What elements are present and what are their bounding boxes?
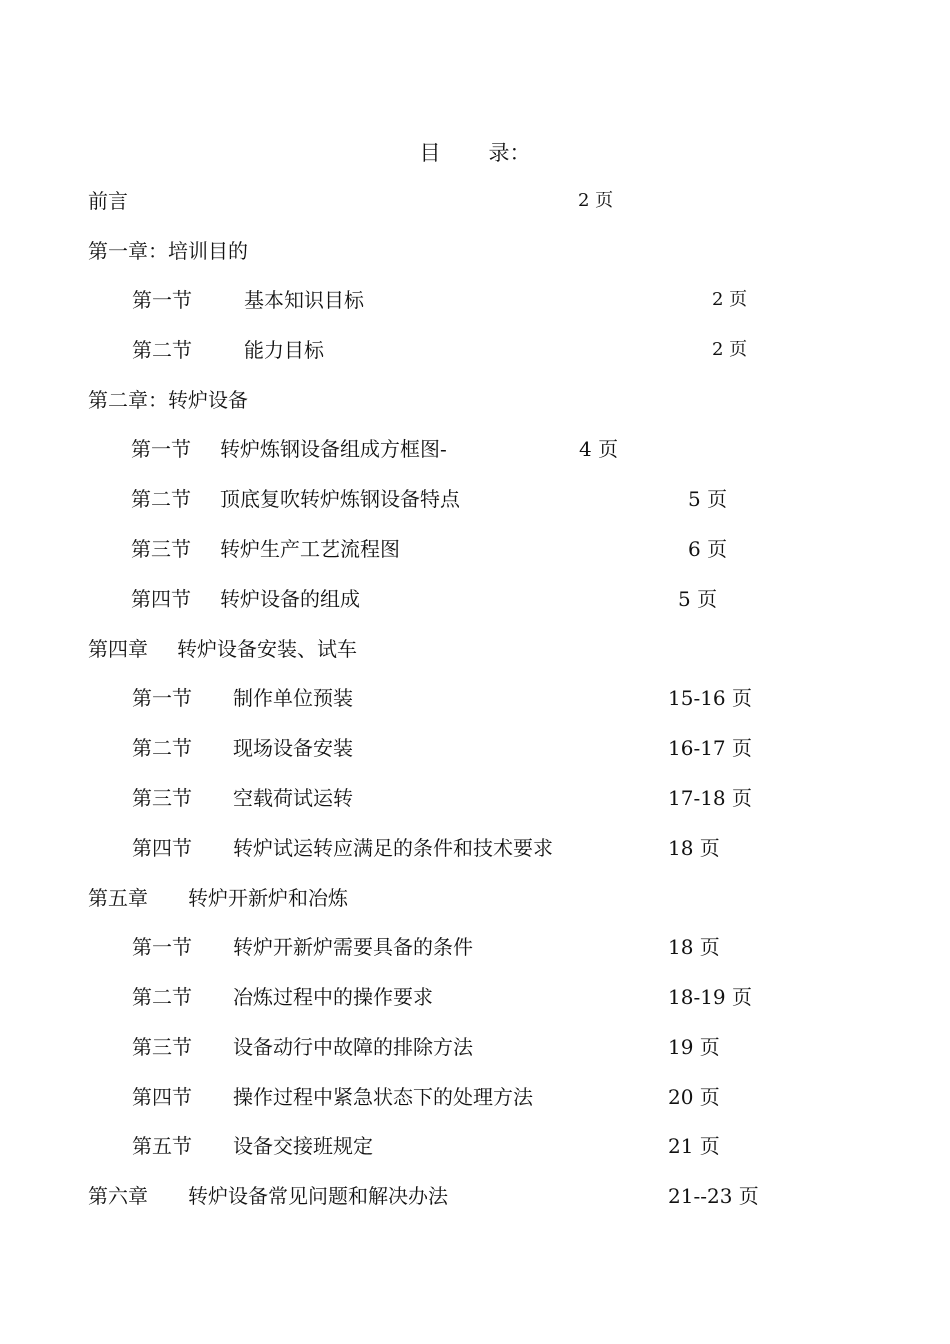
- chapter-title: 转炉设备常见问题和解决办法: [188, 1184, 448, 1208]
- section-number: 第一节: [132, 288, 192, 312]
- section-title: 顶底复吹转炉炼钢设备特点: [220, 487, 460, 511]
- section-page: 2 页: [712, 289, 748, 310]
- chapter-title: 转炉设备安装、试车: [177, 637, 357, 661]
- section-number: 第四节: [132, 836, 192, 860]
- section-page: 2 页: [712, 339, 748, 360]
- section-page: 19 页: [668, 1035, 720, 1059]
- chapter-title: 第二章：转炉设备: [88, 388, 248, 412]
- section-page: 16-17 页: [668, 736, 753, 760]
- toc-entry-ch1-s2: [0, 335, 950, 365]
- toc-entry-ch5-s3: [0, 1032, 950, 1062]
- section-page: 17-18 页: [668, 786, 753, 810]
- section-page: 18 页: [668, 935, 720, 959]
- toc-entry-ch5-s2: [0, 982, 950, 1012]
- section-title: 现场设备安装: [233, 736, 353, 760]
- toc-entry-ch5-s4: [0, 1082, 950, 1112]
- chapter-title: 转炉开新炉和冶炼: [188, 886, 348, 910]
- toc-title: [0, 137, 950, 167]
- section-title: 冶炼过程中的操作要求: [233, 985, 433, 1009]
- toc-entry-ch2-s2: [0, 484, 950, 514]
- section-number: 第二节: [132, 985, 192, 1009]
- section-number: 第五节: [132, 1134, 192, 1158]
- section-number: 第二节: [131, 487, 191, 511]
- toc-chapter-6: [0, 1181, 950, 1211]
- section-page: 18 页: [668, 836, 720, 860]
- entry-title: 前言: [88, 189, 128, 213]
- section-page: 21 页: [668, 1134, 720, 1158]
- section-number: 第二节: [132, 736, 192, 760]
- section-number: 第三节: [132, 1035, 192, 1059]
- toc-chapter-2: [0, 385, 950, 415]
- chapter-title: 第一章：培训目的: [88, 239, 248, 263]
- toc-entry-ch4-s1: [0, 683, 950, 713]
- section-title: 转炉设备的组成: [220, 587, 360, 611]
- toc-chapter-5: [0, 883, 950, 913]
- section-number: 第二节: [132, 338, 192, 362]
- section-title: 转炉生产工艺流程图: [220, 537, 400, 561]
- toc-chapter-4: [0, 634, 950, 664]
- entry-page: 2 页: [578, 190, 614, 211]
- chapter-number: 第六章: [88, 1184, 148, 1208]
- section-page: 4 页: [579, 437, 619, 461]
- toc-entry-preface: [0, 186, 950, 216]
- section-number: 第一节: [132, 686, 192, 710]
- chapter-page: 21--23 页: [668, 1184, 759, 1208]
- section-number: 第三节: [131, 537, 191, 561]
- toc-entry-ch4-s4: [0, 833, 950, 863]
- section-number: 第一节: [132, 935, 192, 959]
- toc-title-part1: 目: [419, 141, 441, 165]
- section-number: 第三节: [132, 786, 192, 810]
- toc-entry-ch2-s1: [0, 434, 950, 464]
- toc-entry-ch4-s2: [0, 733, 950, 763]
- toc-chapter-1: [0, 236, 950, 266]
- section-title: 制作单位预装: [233, 686, 353, 710]
- section-number: 第一节: [131, 437, 191, 461]
- chapter-number: 第四章: [88, 637, 148, 661]
- section-title: 空载荷试运转: [233, 786, 353, 810]
- section-title: 转炉试运转应满足的条件和技术要求: [233, 836, 553, 860]
- toc-title-part2: 录：: [488, 141, 531, 165]
- chapter-number: 第五章: [88, 886, 148, 910]
- toc-entry-ch2-s3: [0, 534, 950, 564]
- section-page: 18-19 页: [668, 985, 753, 1009]
- section-page: 5 页: [688, 487, 728, 511]
- section-page: 15-16 页: [668, 686, 753, 710]
- toc-entry-ch5-s5: [0, 1131, 950, 1161]
- toc-entry-ch1-s1: [0, 285, 950, 315]
- section-title: 操作过程中紧急状态下的处理方法: [233, 1085, 533, 1109]
- toc-entry-ch5-s1: [0, 932, 950, 962]
- toc-entry-ch2-s4: [0, 584, 950, 614]
- section-title: 设备交接班规定: [233, 1134, 373, 1158]
- section-page: 20 页: [668, 1085, 720, 1109]
- section-page: 6 页: [688, 537, 728, 561]
- section-number: 第四节: [132, 1085, 192, 1109]
- section-title: 转炉开新炉需要具备的条件: [233, 935, 473, 959]
- section-title: 基本知识目标: [244, 288, 364, 312]
- section-title: 转炉炼钢设备组成方框图-: [220, 437, 447, 461]
- section-title: 设备动行中故障的排除方法: [233, 1035, 473, 1059]
- section-number: 第四节: [131, 587, 191, 611]
- section-title: 能力目标: [244, 338, 324, 362]
- toc-entry-ch4-s3: [0, 783, 950, 813]
- section-page: 5 页: [678, 587, 718, 611]
